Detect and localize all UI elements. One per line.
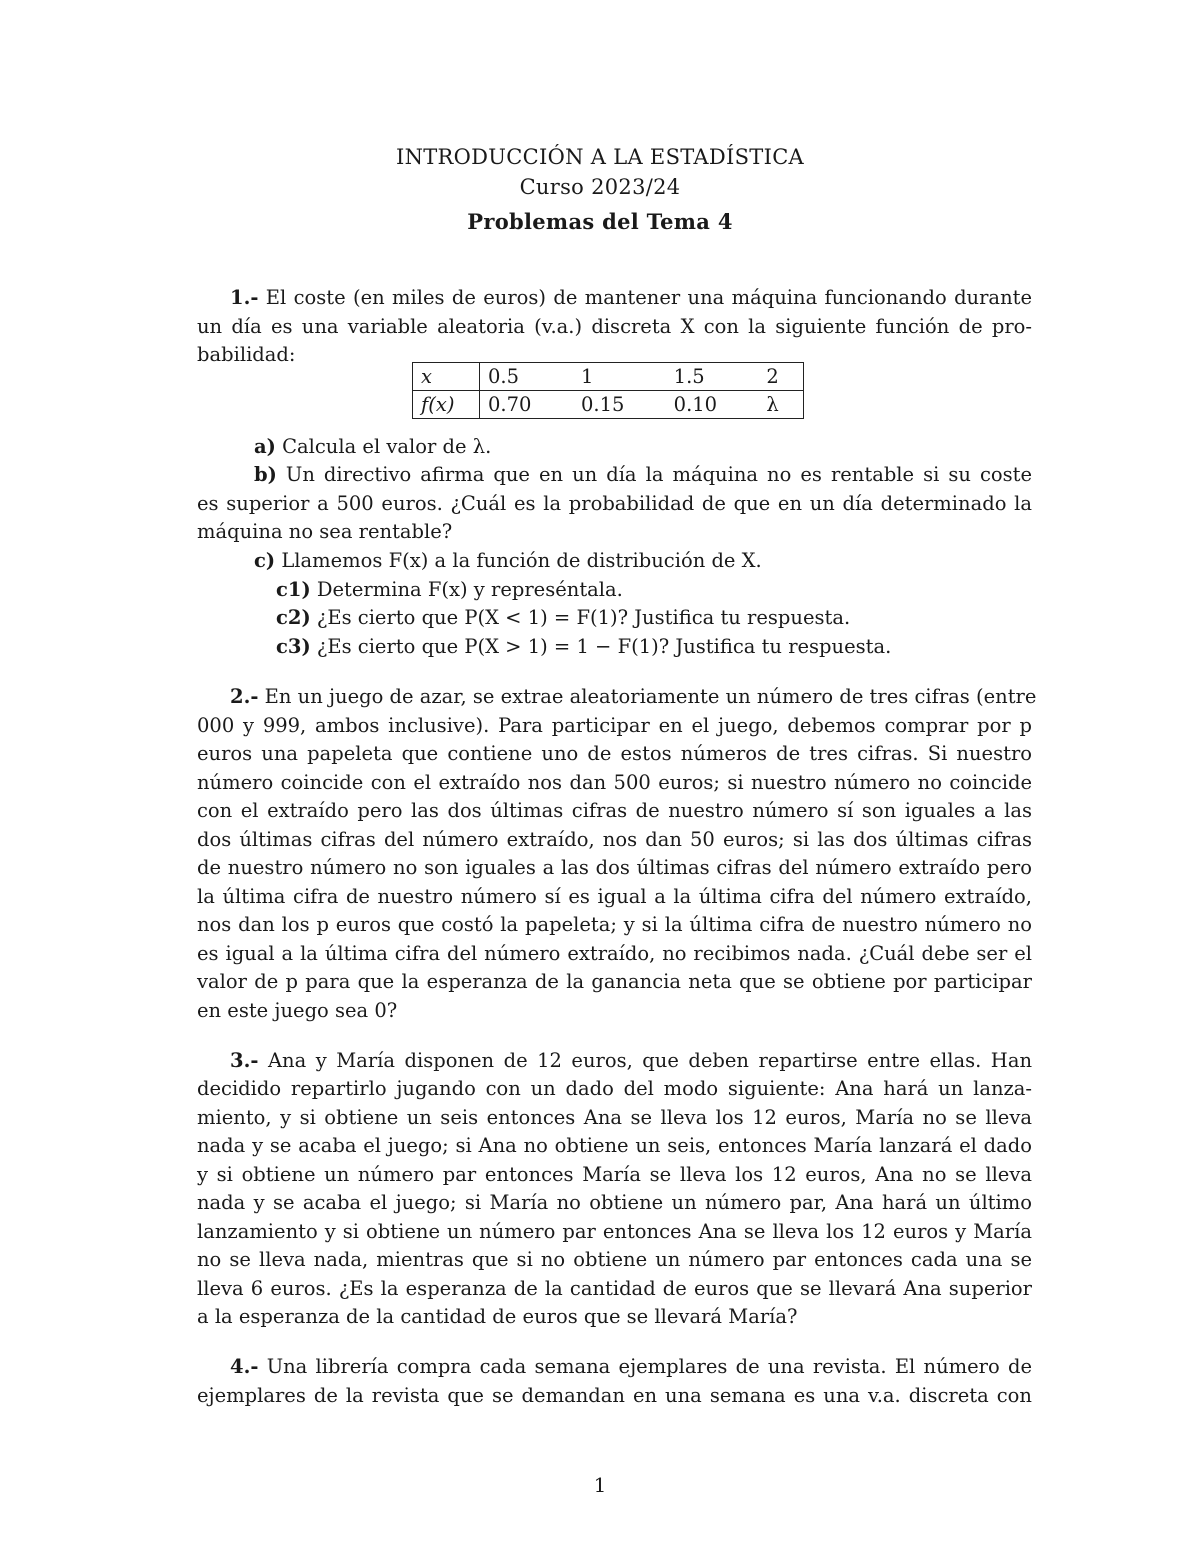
problem-2-line: la última cifra de nuestro número sí es igual a la última cifra del número extraído, — [197, 885, 1032, 908]
problem-2-line: número coincide con el extraído nos dan 500 euros; si nuestro número no coincide — [197, 771, 1032, 794]
problem-1-line-2: un día es una variable aleatoria (v.a.) discreta X con la siguiente función de pro- — [197, 315, 1032, 338]
problem-1-part-c2: c2) ¿Es cierto que P(X < 1) = F(1)? Justifica tu respuesta. — [276, 606, 851, 629]
problem-1-number: 1.- — [230, 286, 259, 309]
problem-2-line: con el extraído pero las dos últimas cifras de nuestro número sí son iguales a las — [197, 799, 1032, 822]
problem-2-line: nos dan los p euros que costó la papeleta; y si la última cifra de nuestro número no — [197, 913, 1032, 936]
table-cell: 0.5 — [480, 363, 573, 391]
problem-3-line: nada y se acaba el juego; si María no obtiene un número par, Ana hará un último — [197, 1191, 1032, 1214]
problem-1-part-b-line-1: b) Un directivo afirma que en un día la máquina no es rentable si su coste — [254, 463, 1032, 486]
problem-3-line: a la esperanza de la cantidad de euros que se llevará María? — [197, 1305, 798, 1328]
table-cell: 1.5 — [666, 363, 759, 391]
problem-3-line: no se lleva nada, mientras que si no obtiene un número par entonces cada una se — [197, 1248, 1032, 1271]
problem-1-line-1: 1.- El coste (en miles de euros) de mantener una máquina funcionando durante — [230, 286, 1032, 309]
problem-3-line: lleva 6 euros. ¿Es la esperanza de la cantidad de euros que se llevará Ana superior — [197, 1277, 1032, 1300]
table-cell: 2 — [758, 363, 803, 391]
problem-2-line: euros una papeleta que contiene uno de estos números de tres cifras. Si nuestro — [197, 742, 1032, 765]
table-row-fx — [413, 391, 804, 419]
table-cell: x — [413, 363, 480, 391]
problem-1-part-c1: c1) Determina F(x) y represéntala. — [276, 578, 623, 601]
problem-2-line: dos últimas cifras del número extraído, nos dan 50 euros; si las dos últimas cifras — [197, 828, 1032, 851]
table-row-x — [413, 363, 804, 391]
problem-1-part-c: c) Llamemos F(x) a la función de distribución de X. — [254, 549, 762, 572]
table-cell: 0.70 — [480, 391, 573, 419]
table-cell: 1 — [573, 363, 666, 391]
problem-2-line-1: 2.- En un juego de azar, se extrae aleatoriamente un número de tres cifras (entre — [230, 685, 1037, 708]
document-title: INTRODUCCIÓN A LA ESTADÍSTICA — [395, 145, 805, 169]
problem-3-line: nada y se acaba el juego; si Ana no obtiene un seis, entonces María lanzará el dado — [197, 1134, 1032, 1157]
problem-3-line: y si obtiene un número par entonces María se lleva los 12 euros, Ana no se lleva — [197, 1163, 1032, 1186]
problem-3-line: lanzamiento y si obtiene un número par entonces Ana se lleva los 12 euros y María — [197, 1220, 1032, 1243]
problem-4-line: ejemplares de la revista que se demandan en una semana es una v.a. discreta con — [197, 1384, 1032, 1407]
problem-1-part-b-line-2: es superior a 500 euros. ¿Cuál es la probabilidad de que en un día determinado la — [197, 492, 1032, 515]
course-year: Curso 2023/24 — [519, 175, 681, 199]
table-cell: λ — [758, 391, 803, 419]
problem-4-line-1: 4.- Una librería compra cada semana ejemplares de una revista. El número de — [230, 1355, 1032, 1378]
problem-1-part-a: a) Calcula el valor de λ. — [254, 435, 492, 458]
problem-2-line: 000 y 999, ambos inclusive). Para participar en el juego, debemos comprar por p — [197, 714, 1032, 737]
problem-1-line-3: babilidad: — [197, 343, 296, 366]
problem-2-line: de nuestro número no son iguales a las dos últimas cifras del número extraído pero — [197, 856, 1032, 879]
problem-1-part-c3: c3) ¿Es cierto que P(X > 1) = 1 − F(1)? Justifica tu respuesta. — [276, 635, 892, 658]
problem-2-line: valor de p para que la esperanza de la ganancia neta que se obtiene por participar — [197, 970, 1032, 993]
problem-2-number: 2.- — [230, 685, 259, 708]
problem-3-line-1: 3.- Ana y María disponen de 12 euros, que deben repartirse entre ellas. Han — [230, 1049, 1033, 1072]
document-subtitle: Problemas del Tema 4 — [467, 209, 733, 234]
problem-1-part-b-line-3: máquina no sea rentable? — [197, 520, 453, 543]
table-cell: 0.15 — [573, 391, 666, 419]
table-cell: f(x) — [413, 391, 480, 419]
problem-2-line: es igual a la última cifra del número extraído, no recibimos nada. ¿Cuál debe ser el — [197, 942, 1032, 965]
problem-2-line: en este juego sea 0? — [197, 999, 398, 1022]
problem-4-number: 4.- — [230, 1355, 259, 1378]
problem-3-line: miento, y si obtiene un seis entonces Ana se lleva los 12 euros, María no se lleva — [197, 1106, 1032, 1129]
page-number: 1 — [593, 1473, 607, 1497]
problem-3-line: decidido repartirlo jugando con un dado del modo siguiente: Ana hará un lanza- — [197, 1077, 1032, 1100]
probability-table — [412, 362, 804, 419]
problem-3-number: 3.- — [230, 1049, 259, 1072]
table-cell: 0.10 — [666, 391, 759, 419]
